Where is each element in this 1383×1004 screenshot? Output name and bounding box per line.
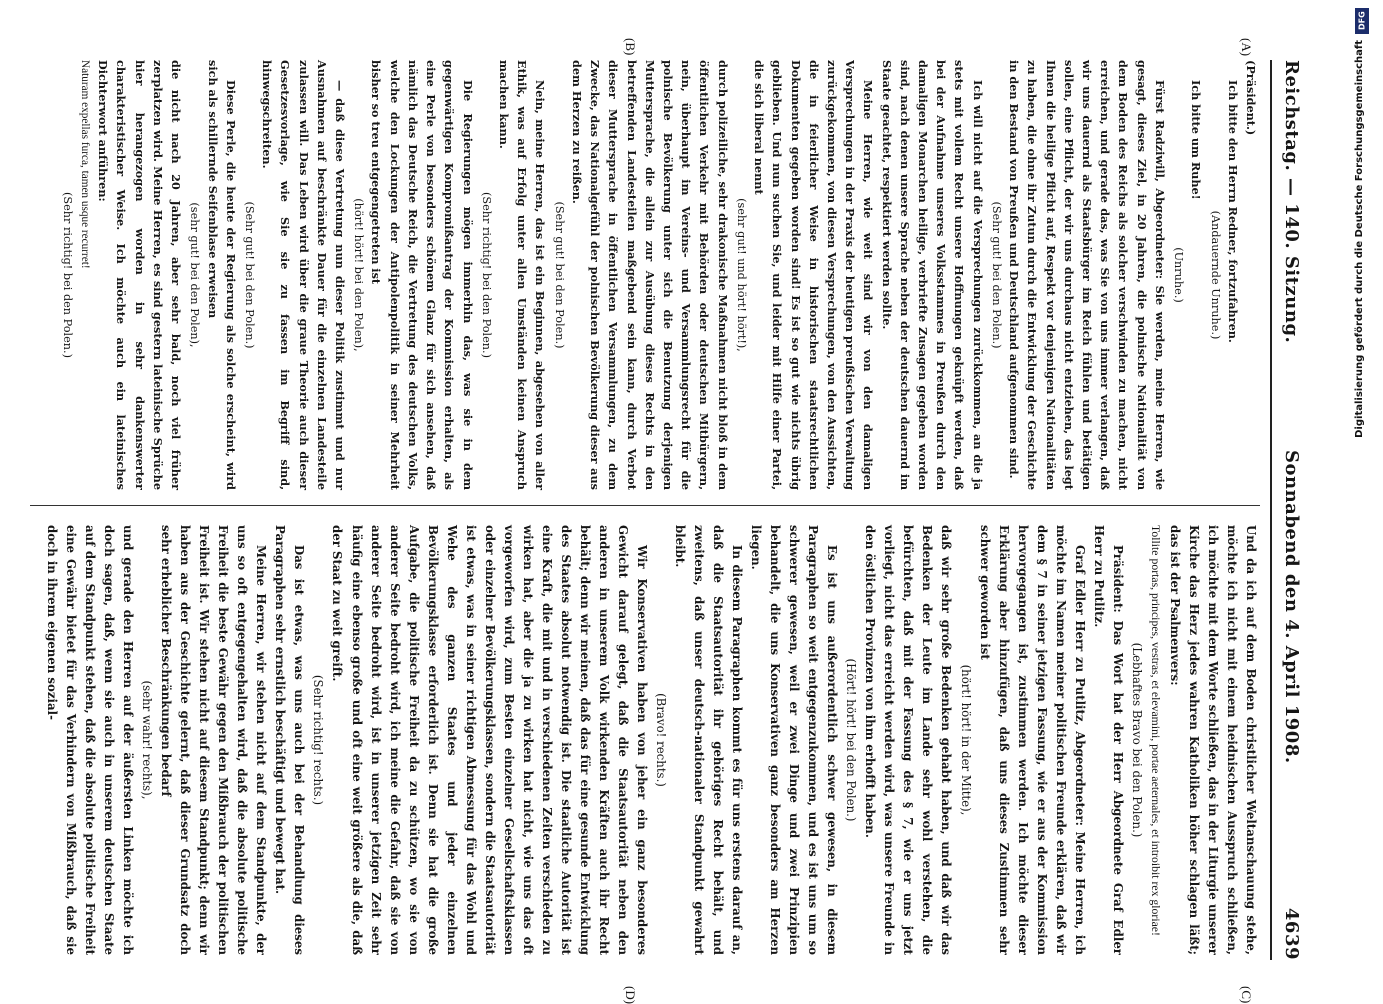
document-page bbox=[2, 0, 1342, 1004]
left-column-paragraph: (Sehr richtig! bei den Polen.) bbox=[60, 192, 74, 358]
left-column-paragraph: (Andauernde Unruhe.) bbox=[1208, 210, 1222, 340]
right-column-paragraph: (hört! hört! in der Mitte), bbox=[958, 664, 973, 816]
left-column-paragraph: Die Regierungen mögen immerhin das, was sie in dem gegenwärtigen Kompromißantrag der Kommission erhalten, als eine Perle von besonders schönem Glanz für sich ansehen, daß nämlich das Deutsche Reich, die Vertretung des deutschen Volks, welche den Lockungen der Antipolenpolitik in seiner Mehrheit bisher so treu entgegengetreten ist bbox=[369, 60, 475, 490]
right-column-paragraph: und gerade den Herren auf der äußersten Linken möchte ich doch sagen, daß, wenn sie auch in unserem deutschen Staate auf dem Standpunkt stehen, daß die absolute politische Freiheit eine Gewähr bietet für das Verhindern von Mißbrauch, daß sie doch in ihrem eigenen sozial- bbox=[45, 525, 136, 955]
digitization-stamp bbox=[1342, 0, 1383, 1000]
right-column-paragraph: Und da ich auf dem Boden christlicher Weltanschauung stehe, möchte ich nicht mit einem heidnischen Ausspruch schließen, ich möchte mit dem Worte schließen, das in der Liturgie unserer Kirche das Herz jedes wahren Katholiken höher schlagen läßt; das ist der Psalmenvers: bbox=[1167, 525, 1258, 955]
header-session: Reichstag. — 140. Sitzung. bbox=[1281, 60, 1302, 344]
left-column-paragraph: Naturam expellas furca, tamen usque recurret! bbox=[79, 60, 91, 269]
left-column-paragraph: (Unruhe.) bbox=[1172, 247, 1186, 303]
right-column-paragraph: (Hört! hört! bei den Polen.) bbox=[844, 658, 859, 822]
left-column-paragraph: (sehr gut! und hört! hört!), bbox=[734, 198, 748, 352]
right-column-paragraph: (Sehr richtig! rechts.) bbox=[311, 674, 326, 806]
stamp-text: Digitalisierung gefördert durch die Deutsche Forschungsgemeinschaft bbox=[1354, 40, 1365, 438]
left-column-paragraph: durch polizeiliche, sehr drakonische Maßnahmen nicht bloß in dem öffentlichen Verkehr mit Behörden oder deutschen Mitbürgern, nein, überhaupt im Vereins- und Versammlungsrecht für die polnische Bevölkerung unter sich die Benutzung derjenigen Muttersprache, die allein zur Ausübung dieses Rechts in den betreffenden Landesteilen maßgebend sein kann, durch Verbot dieser Muttersprache in öffentlichen Versammlungen, zu dem Zwecke, das Nationalgefühl der polnischen Bevölkerung dieser aus dem Herzen zu reißen. bbox=[569, 60, 730, 490]
left-column-paragraph: Ich bitte den Herrn Redner, fortzufahren. bbox=[1225, 80, 1240, 343]
left-column-paragraph: Diese Perle, die heute der Regierung als solche erscheint, wird sich als schillernde Seifenblase erweisen bbox=[205, 60, 238, 490]
left-column-paragraph: (Sehr gut! bei den Polen.) bbox=[552, 201, 566, 349]
left-column-paragraph: (Sehr gut! bei den Polen.) bbox=[242, 201, 256, 349]
left-column-paragraph: (Sehr gut! bei den Polen.) bbox=[989, 201, 1003, 349]
right-column-paragraph: (Bravo! rechts.) bbox=[654, 693, 669, 787]
right-column-paragraph: (sehr wahr! rechts), bbox=[140, 680, 155, 800]
dfg-logo: DFG bbox=[1355, 8, 1369, 34]
left-column bbox=[58, 60, 1260, 490]
left-column-paragraph: — daß diese Vertretung nun dieser Politik zustimmt und nur Ausnahmen auf beschränkte Dauer für die einzelnen Landesteile zulassen will. Das Leben wird über die graue Theorie auch dieser Gesetzesvorlage, wie Sie sie zu fassen im Begriff sind, hinwegschreiten. bbox=[260, 60, 348, 490]
left-column-paragraph: die nicht nach 20 Jahren, aber sehr bald, noch viel früher zerplatzen wird. Meine Herren, es sind gestern lateinische Sprüche hier herangezogen worden in sehr dankenswerter charakteristischer Weise. Ich möchte auch ein lateinisches Dichterwort anführen: bbox=[96, 60, 184, 490]
right-column-paragraph: daß wir sehr große Bedenken gehabt haben, und daß wir das Bedenken der Leute im Lande sehr wohl verstehen, die befürchten, daß mit der Fassung des § 7, wie er uns jetzt vorliegt, nicht das erreicht werden wird, was unsere Freunde in den östlichen Provinzen von ihm erhofft haben. bbox=[863, 525, 954, 955]
margin-marker-a: (A) bbox=[1239, 38, 1254, 57]
margin-marker-d: (D) bbox=[623, 986, 638, 1004]
right-column-paragraph: Das ist etwas, was uns auch bei der Behandlung dieses Paragraphen sehr ernstlich beschäftigt und bewegt hat. bbox=[273, 525, 307, 955]
column-divider bbox=[30, 505, 1260, 506]
header-date: Sonnabend den 4. April 1908. bbox=[1281, 450, 1302, 764]
left-column-paragraph: Ich bitte um Ruhe! bbox=[1189, 80, 1204, 200]
right-column-paragraph: In diesem Paragraphen kommt es für uns erstens darauf an, daß die Staatsautorität ihr gehöriges Recht behält, und zweitens, daß unser deutsch-nationaler Standpunkt gewahrt bleibt. bbox=[673, 525, 745, 955]
left-column-paragraph: Fürst Radziwill, Abgeordneter: Sie werden, meine Herren, wie gesagt, dieses Ziel, in 20 Jahren, die polnische Nationalität von dem Boden des Reichs als solcher verschwinden zu machen, nicht erreichen, und gerade das, was Sie von uns immer verlangen, daß wir uns dauernd als Staatsbürger im Reich fühlen und betätigen sollen, eine Pflicht, der wir uns durchaus nicht entziehen, das legt Ihnen die heilige Pflicht auf, Respekt vor denjenigen Nationalitäten zu haben, die ohne ihr Zutun durch die Entwicklung der Geschichte in den Bestand von Preußen und Deutschland aufgenommen sind. bbox=[1007, 60, 1167, 490]
margin-marker-c: (C) bbox=[1239, 986, 1254, 1004]
right-column-paragraph: Wir Konservativen haben von jeher ein ganz besonderes Gewicht darauf gelegt, daß die Staatsautorität neben den anderen in unserem Volk wirkenden Kräften auch ihr Recht behält; denn wir meinen, daß das für eine gesunde Entwicklung des Staates absolut notwendig ist. Die staatliche Autorität ist eine Kraft, die mit und in verschiedenen Zeiten verschieden zu wirken hat, aber die ja zu wirken hat nicht, wie uns das oft vorgeworfen wird, zum Besten einzelner Gesellschaftsklassen oder einzelner Bevölkerungsklassen, sondern die Staatsautorität ist etwas, was in seiner richtigen Abmessung für das Wohl und Wehe des ganzen Staates und jeder einzelnen Bevölkerungsklasse erforderlich ist. Denn sie hat die große Aufgabe, die politische Freiheit da zu schützen, wo sie von anderer Seite bedroht wird, ich meine die Gefahr, daß sie von anderer Seite bedroht wird, ist in unserer jetzigen Zeit sehr häufig eine ebenso große und oft eine weit größere als die, daß der Staat zu weit greift. bbox=[330, 525, 649, 955]
left-column-paragraph: Meine Herren, wie weit sind wir von den damaligen Versprechungen in der Praxis der heutigen preußischen Verwaltung zurückgekommen, von diesen Versprechungen, von den Aussichten, die in feierlicher Weise in historischen staatsrechtlichen Dokumenten gegeben worden sind! Es ist so gut wie nichts übrig geblieben. Und nun suchen Sie, und leider mit Hilfe einer Partei, die sich liberal nennt bbox=[752, 60, 876, 490]
right-column-paragraph: Meine Herren, wir stehen nicht auf dem Standpunkte, der uns so oft entgegengehalten wird, daß die absolute politische Freiheit die beste Gewähr gegen den Mißbrauch der politischen Freiheit ist. Wir stehen nicht auf diesem Standpunkt; denn wir haben aus der Geschichte gelernt, daß dieser Grundsatz doch sehr erheblicher Beschränkungen bedarf bbox=[159, 525, 269, 955]
right-column-paragraph: Graf Edler Herr zu Putlitz, Abgeordneter: Meine Herren, ich möchte im Namen meiner politischen Freunde erklären, daß wir dem § 7 in seiner jetzigen Fassung, wie er aus der Kommission hervorgegangen ist, zustimmen werden. Ich möchte dieser Erklärung aber hinzufügen, daß uns dieses Zustimmen sehr schwer geworden ist bbox=[977, 525, 1087, 955]
left-column-paragraph: (hört! hört! bei den Polen), bbox=[352, 198, 366, 352]
left-column-paragraph: (Sehr richtig! bei den Polen.) bbox=[479, 192, 493, 358]
left-column-paragraph: Ich will nicht auf die Versprechungen zurückkommen, an die ja stets mit vollem Recht unsere Hoffnungen geknüpft werden, daß bei der Aufnahme unseres Volksstammes in Preußen durch den damaligen Monarchen heilige, verbriefte Zusagen gegeben worden sind, nach denen unsere Sprache neben der deutschen dauernd im Staate geachtet, respektiert werden sollte. bbox=[879, 60, 985, 490]
left-column-paragraph: (sehr gut! bei den Polen), bbox=[188, 202, 202, 348]
right-column-paragraph: Präsident: Das Wort hat der Herr Abgeordnete Graf Edler Herr zu Putlitz. bbox=[1091, 525, 1125, 955]
left-column-paragraph: (Präsident.) bbox=[1244, 60, 1258, 136]
page-header bbox=[1270, 60, 1312, 960]
left-column-paragraph: Nein, meine Herren, das ist ein Beginnen, abgesehen von aller Ethik, was auf Erfolg unter allen Umständen keinen Anspruch machen kann. bbox=[497, 60, 548, 490]
margin-marker-b: (B) bbox=[623, 38, 638, 56]
page-number: 4639 bbox=[1281, 907, 1302, 960]
right-column-paragraph: Tollite portas, principes, vestras, et elevamini, portae aeternales, et introibit rex gloriae! bbox=[1148, 525, 1162, 936]
right-column-paragraph: Es ist uns außerordentlich schwer gewesen, in diesem Paragraphen so weit entgegenzukommen, und es ist uns um so schwerer gewesen, weil er zwei Dinge und zwei Prinzipien behandelt, die uns Konservativen ganz besonders am Herzen liegen. bbox=[749, 525, 840, 955]
right-column bbox=[42, 525, 1260, 955]
right-column-paragraph: (Lebhaftes Bravo bei den Polen.) bbox=[1129, 642, 1144, 838]
